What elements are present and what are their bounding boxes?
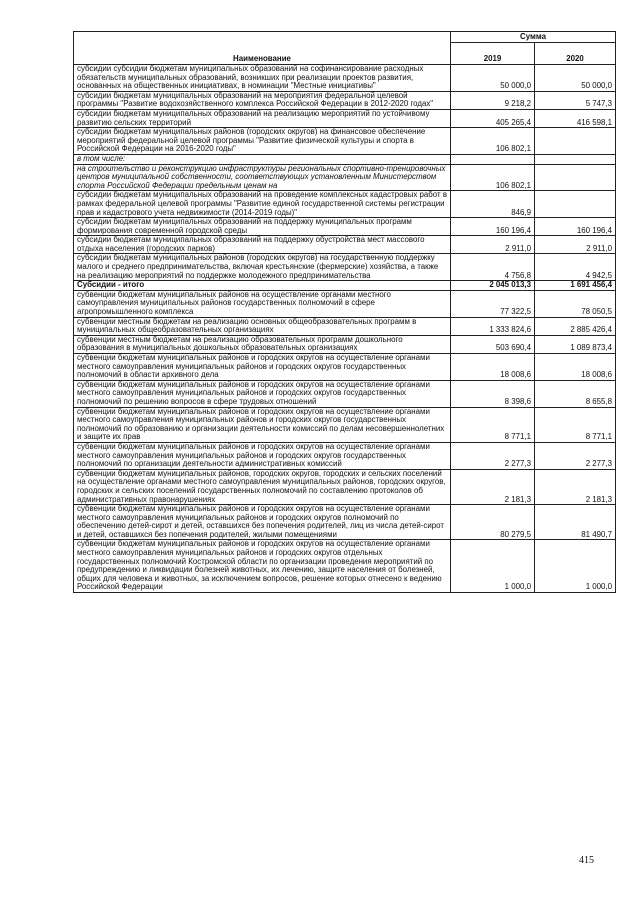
row-value-2020: 160 196,4 (535, 218, 616, 236)
row-value-2019: 18 008,6 (451, 354, 535, 381)
row-value-2020: 8 771,1 (535, 407, 616, 442)
row-value-2020: 1 691 456,4 (535, 281, 616, 291)
row-value-2019: 106 802,1 (451, 164, 535, 191)
row-value-2020: 4 942,5 (535, 254, 616, 281)
row-value-2020: 1 089 873,4 (535, 335, 616, 353)
table-row (74, 91, 616, 109)
row-value-2020: 2 911,0 (535, 236, 616, 254)
page-number: 415 (579, 855, 594, 866)
row-value-2019 (451, 154, 535, 164)
row-value-2019: 2 181,3 (451, 469, 535, 504)
row-value-2019: 1 333 824,6 (451, 317, 535, 335)
table-row (74, 290, 616, 317)
table-row (74, 65, 616, 92)
row-value-2019: 106 802,1 (451, 128, 535, 155)
row-value-2020: 81 490,7 (535, 505, 616, 540)
row-value-2020: 2 277,3 (535, 442, 616, 469)
row-name-cell: субсидии бюджетам муниципальных образований на поддержку муниципальных программ формирования современной городской среды (74, 218, 451, 236)
row-value-2019: 50 000,0 (451, 65, 535, 92)
row-name-cell: субсидии бюджетам муниципальных образований на реализацию мероприятий по устойчивому развитию сельских территорий (74, 109, 451, 127)
row-name-cell: субвенции местным бюджетам на реализацию основных общеобразовательных программ в муниципальных общеобразовательных организациях (74, 317, 451, 335)
row-name-cell: субсидии бюджетам муниципальных районов (городских округов) на финансовое обеспечение мероприятий федеральной целевой программы "Развитие физической культуры и спорта в Российской Федерации на 2016-2020 годы" (74, 128, 451, 155)
row-value-2019: 503 690,4 (451, 335, 535, 353)
row-value-2020: 2 181,3 (535, 469, 616, 504)
row-value-2020 (535, 128, 616, 155)
row-name-cell: в том числе: (74, 154, 451, 164)
row-name-cell: субсидии бюджетам муниципальных образований на проведение комплексных кадастровых работ в рамках федеральной целевой программы "Развитие единой государственной системы регистрации прав и кадастрового учета недвижимости (2014-2019 годы)" (74, 191, 451, 218)
row-value-2019: 8 398,6 (451, 380, 535, 407)
row-value-2019: 9 218,2 (451, 91, 535, 109)
table-row (74, 380, 616, 407)
row-value-2020: 50 000,0 (535, 65, 616, 92)
table-row (74, 154, 616, 164)
table-row (74, 109, 616, 127)
table-row (74, 335, 616, 353)
row-name-cell: субсидии бюджетам муниципальных образований на поддержку обустройства мест массового отдыха населения (городских парков) (74, 236, 451, 254)
row-value-2020: 18 008,6 (535, 354, 616, 381)
row-value-2020: 416 598,1 (535, 109, 616, 127)
row-name-cell: субсидии бюджетам муниципальных образований на мероприятия федеральной целевой программы "Развитие водохозяйственного комплекса Российской Федерации в 2012-2020 годах" (74, 91, 451, 109)
table-row (74, 469, 616, 504)
row-value-2020 (535, 154, 616, 164)
row-name-cell: субвенции бюджетам муниципальных районов и городских округов на осуществление органами местного самоуправления муниципальных районов и городских округов государственных полномочий по организации деятельности административных комиссий (74, 442, 451, 469)
row-name-cell: субсидии субсидии бюджетам муниципальных образований на софинансирование расходных обязательств муниципальных образований, возникших при реализации проектов развития, основанных на общественных инициативах, в номинации "Местные инициативы" (74, 65, 451, 92)
row-value-2020 (535, 164, 616, 191)
row-name-cell: на строительство и реконструкцию инфраструктуры региональных спортивно-тренировочных центров муниципальной собственности, соответствующих установленным Министерством спорта Российской Федерации предельным ценам на (74, 164, 451, 191)
table-row (74, 540, 616, 593)
row-name-cell: субвенции бюджетам муниципальных районов, городских округов, городских и сельских поселений на осуществление органами местного самоуправления муниципальных районов, городских округов, городских и сельских поселений государственных полномочий по составлению протоколов об административных правонарушениях (74, 469, 451, 504)
column-header-year-2020: 2020 (535, 43, 616, 65)
row-name-cell: субвенции бюджетам муниципальных районов и городских округов на осуществление органами местного самоуправления муниципальных районов и городских округов государственных полномочий в области архивного дела (74, 354, 451, 381)
row-name-cell: субсидии бюджетам муниципальных районов (городских округов) на государственную поддержку малого и среднего предпринимательства, включая крестьянские (фермерские) хозяйства, а также на реализацию мероприятий по поддержке молодежного предпринимательства (74, 254, 451, 281)
row-name-cell: субвенции бюджетам муниципальных районов на осуществление органами местного самоуправления муниципальных районов государственных полномочий в сфере агропромышленного комплекса (74, 290, 451, 317)
table-body (74, 65, 616, 593)
table-header (74, 32, 616, 65)
row-value-2019: 80 279,5 (451, 505, 535, 540)
row-value-2019: 2 045 013,3 (451, 281, 535, 291)
table-row (74, 354, 616, 381)
row-name-cell: субвенции местным бюджетам на реализацию образовательных программ дошкольного образования в муниципальных дошкольных образовательных организациях (74, 335, 451, 353)
row-value-2019: 2 277,3 (451, 442, 535, 469)
row-value-2019: 8 771,1 (451, 407, 535, 442)
row-value-2020: 5 747,3 (535, 91, 616, 109)
row-name-cell: Субсидии - итого (74, 281, 451, 291)
row-value-2019: 405 265,4 (451, 109, 535, 127)
table-row (74, 407, 616, 442)
table-row (74, 254, 616, 281)
row-value-2020: 1 000,0 (535, 540, 616, 593)
row-value-2019: 4 756,8 (451, 254, 535, 281)
row-value-2019: 2 911,0 (451, 236, 535, 254)
row-name-cell: субвенции бюджетам муниципальных районов и городских округов на осуществление органами местного самоуправления муниципальных районов и городских округов государственных полномочий по образованию и организации деятельности комиссий по делам несовершеннолетних и защите их прав (74, 407, 451, 442)
row-name-cell: субвенции бюджетам муниципальных районов и городских округов на осуществление органами местного самоуправления муниципальных районов и городских округов государственных полномочий по решению вопросов в сфере трудовых отношений (74, 380, 451, 407)
row-value-2020: 8 655,8 (535, 380, 616, 407)
table-row (74, 505, 616, 540)
row-name-cell: субвенции бюджетам муниципальных районов и городских округов на осуществление органами местного самоуправления муниципальных районов и городских округов полномочий по обеспечению детей-сирот и детей, оставшихся без попечения родителей, лиц из числа детей-сирот и детей, оставшихся без попечения родителей, жилыми помещениями (74, 505, 451, 540)
row-name-cell: субвенции бюджетам муниципальных районов и городских округов на осуществление органами местного самоуправления муниципальных районов и городских округов отдельных государственных полномочий Костромской области по организации проведения мероприятий по предупреждению и ликвидации болезней животных, их лечению, защите населения от болезней, общих для человека и животных, за исключением вопросов, решение которых отнесено к ведению Российской Федерации (74, 540, 451, 593)
column-header-name: Наименование (74, 32, 451, 65)
table-row (74, 317, 616, 335)
table-row (74, 218, 616, 236)
row-value-2019: 846,9 (451, 191, 535, 218)
column-header-sum: Сумма (451, 32, 616, 43)
row-value-2020: 2 885 426,4 (535, 317, 616, 335)
row-value-2019: 77 322,5 (451, 290, 535, 317)
table-row (74, 281, 616, 291)
table-row (74, 236, 616, 254)
table-row (74, 442, 616, 469)
column-header-year-2019: 2019 (451, 43, 535, 65)
table-row (74, 191, 616, 218)
budget-table (73, 31, 616, 593)
table-row (74, 164, 616, 191)
table-row (74, 128, 616, 155)
row-value-2020 (535, 191, 616, 218)
row-value-2020: 78 050,5 (535, 290, 616, 317)
row-value-2019: 160 196,4 (451, 218, 535, 236)
row-value-2019: 1 000,0 (451, 540, 535, 593)
